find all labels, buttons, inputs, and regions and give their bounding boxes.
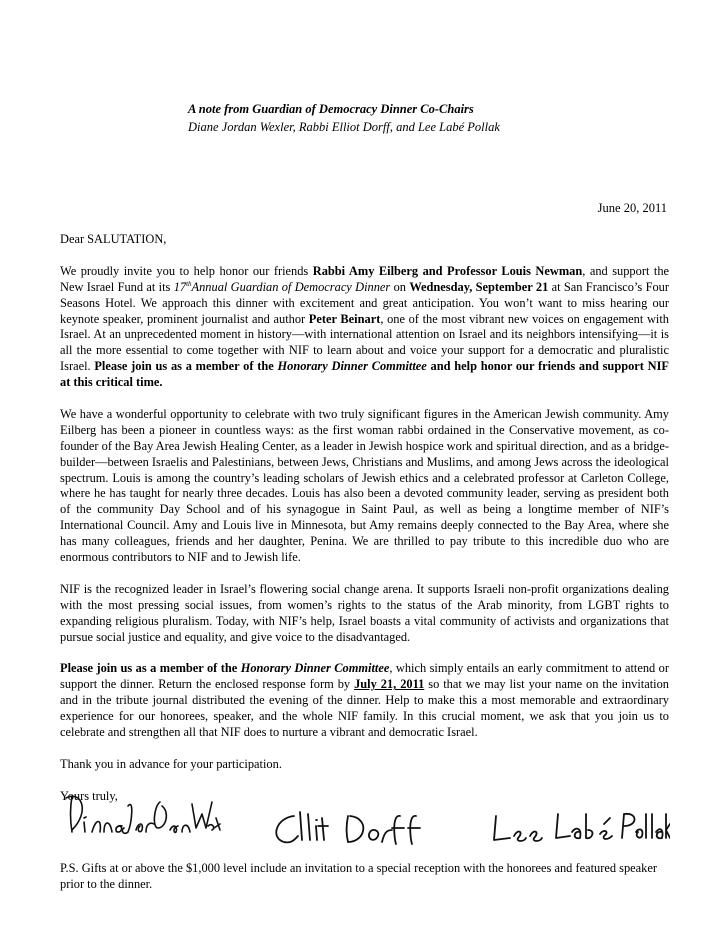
honorees-names: Rabbi Amy Eilberg and Professor Louis Newman <box>312 263 583 278</box>
paragraph-join <box>60 661 669 741</box>
text-run: , which simply entails an early commitment to attend or support the dinner. Return the enclosed response form by <box>60 661 669 692</box>
response-deadline: July 21, 2011 <box>354 677 425 692</box>
header-cochairs: Diane Jordan Wexler, Rabbi Elliot Dorff, and Lee Labé Pollak <box>188 120 500 134</box>
paragraph-nif: NIF is the recognized leader in Israel’s flowering social change arena. It supports Israeli non-profit organizations dealing with the most pressing social issues, from women’s rights to the status of the Arab minority, from LGBT rights to expanding religious pluralism. Today, with NIF’s help, Israel boasts a vital community of activists and organizations that pursue social justice and equality, and give voice to the disadvantaged. <box>60 581 669 644</box>
text-run: on <box>390 279 410 294</box>
text-run: 17 <box>173 279 187 294</box>
call-to-action: and help honor our friends and support NIF at this critical time. <box>60 359 669 390</box>
salutation: Dear SALUTATION, <box>60 232 167 246</box>
committee-name: Honorary Dinner Committee <box>277 359 427 374</box>
closing-line: Yours truly, <box>60 788 118 803</box>
postscript: P.S. Gifts at or above the $1,000 level include an invitation to a special reception with the honorees and featured speaker prior to the dinner. <box>60 861 657 891</box>
letter-header <box>188 100 500 136</box>
ordinal-suffix: th <box>186 279 192 288</box>
signature-diane-jordan-wexler <box>62 788 222 838</box>
letter-body <box>60 232 669 820</box>
keynote-speaker: Peter Beinart <box>308 311 381 326</box>
committee-name: Honorary Dinner Committee <box>240 661 390 676</box>
signature-elliot-dorff <box>266 808 446 848</box>
header-title: A note from Guardian of Democracy Dinner Co-Chairs <box>188 102 474 116</box>
text-run: so that we may list your name on the invitation and in the tribute journal distributed the evening of the dinner. Help to make this a most memorable and extraordinary experience for our honorees, speaker, and the whole NIF family. In this crucial moment, we ask that you join us to celebrate and strengthen all that NIF does to nurture a vibrant and democratic Israel. <box>60 677 669 740</box>
paragraph-invitation <box>60 264 669 391</box>
event-name: Annual Guardian of Democracy Dinner <box>191 279 391 294</box>
text-run: We proudly invite you to help honor our friends <box>60 263 313 278</box>
text-run: , and support the New Israel Fund at its <box>60 263 670 294</box>
thanks-line: Thank you in advance for your participation. <box>60 756 282 771</box>
event-date: Wednesday, September 21 <box>409 279 549 294</box>
text-run: , one of the most vibrant new voices on engagement with Israel. At an unprecedented moment in history—with international attention on Israel and its neighbors intensifying—it is all the more essential to come together with NIF to learn about and voice your support for a democratic and pluralistic Israel. <box>60 311 669 374</box>
signature-lee-labe-pollak <box>488 808 670 848</box>
text-run: at San Francisco’s Four Seasons Hotel. We approach this dinner with excitement and great anticipation. You won’t want to miss hearing our keynote speaker, prominent journalist and author <box>60 279 669 326</box>
call-to-action: Please join us as a member of the <box>94 359 278 374</box>
call-to-action: Please join us as a member of the <box>60 661 241 676</box>
paragraph-honorees: We have a wonderful opportunity to celebrate with two truly significant figures in the American Jewish community. Amy Eilberg has been a pioneer in countless ways: as the first woman rabbi ordained in the Conservative movement, as co-founder of the Bay Area Jewish Healing Center, as a leader in Jewish hospice work and spiritual direction, and as a bridge-builder—between Israelis and Palestinians, between Jews, Christians and Muslims, and among Jews across the ideological spectrum. Louis is among the country’s leading scholars of Jewish ethics and a celebrated professor at Carleton College, where he has taught for nearly three decades. Louis has also been a devoted community leader, serving as president both of the community Day School and of his synagogue in Saint Paul, as well as being a longtime member of NIF’s International Council. Amy and Louis live in Minnesota, but Amy remains deeply connected to the Bay Area, where she has many colleagues, friends and her daughter, Penina. We are thrilled to pay tribute to this incredible duo who are enormous contributors to NIF and to Jewish life. <box>60 406 669 565</box>
letter-date: June 20, 2011 <box>597 201 667 215</box>
